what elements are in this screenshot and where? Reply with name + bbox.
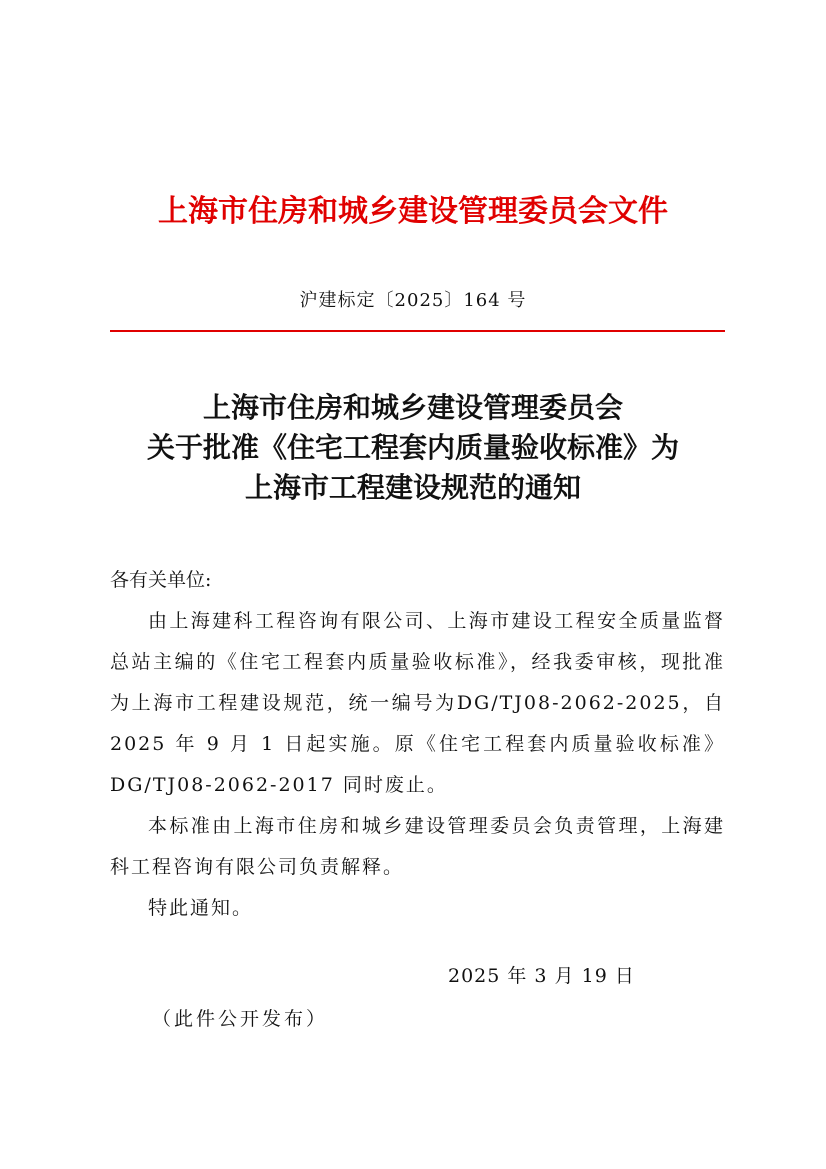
paragraph-management: 本标准由上海市住房和城乡建设管理委员会负责管理，上海建科工程咨询有限公司负责解释。 [110,815,725,878]
title-line-3: 上海市工程建设规范的通知 [244,471,581,504]
paragraph-approval: 由上海建科工程咨询有限公司、上海市建设工程安全质量监督总站主编的《住宅工程套内质量验收标准》，经我委审核，现批准为上海市工程建设规范，统一编号为DG/TJ08-2062-2025，自 2025 年 9 月 1 日起实施。原《住宅工程套内质量验收标准》DG/TJ08-2062-2017 同时废止。 [110,610,725,796]
disclosure-note: （此件公开发布） [152,1008,329,1030]
issue-date: 2025 年 3 月 19 日 [448,965,635,987]
title-line-2: 关于批准《住宅工程套内质量验收标准》为 [146,431,679,464]
salutation: 各有关单位: [110,569,212,591]
notice-body [110,560,725,929]
notice-title [0,388,826,508]
title-line-1: 上海市住房和城乡建设管理委员会 [202,391,623,424]
red-divider-rule [110,330,725,332]
paragraph-closing: 特此通知。 [148,897,254,919]
masthead: 上海市住房和城乡建设管理委员会文件 [158,194,668,229]
document-number: 沪建标定〔2025〕164 号 [299,290,527,311]
